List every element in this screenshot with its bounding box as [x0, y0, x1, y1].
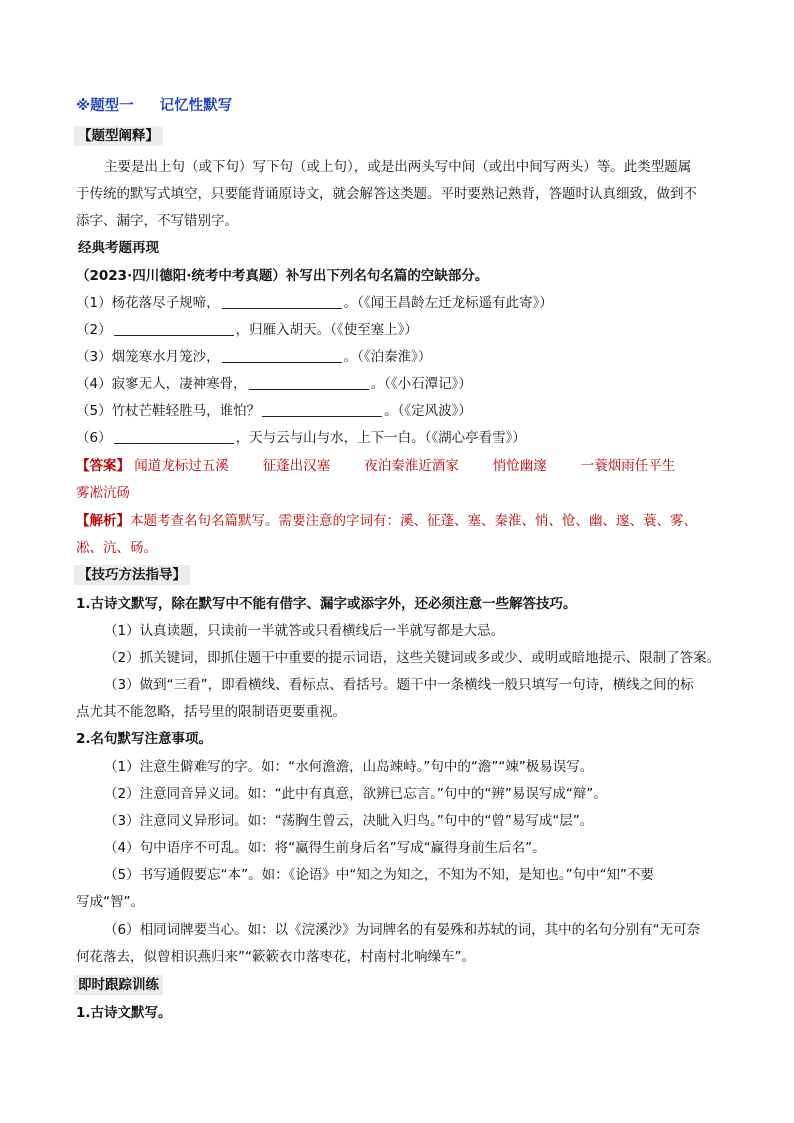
exam-item-3: （3）烟笼寒水月笼沙， 。（《泊秦淮》）: [76, 349, 432, 365]
technique-2-item: （1）注意生僻难写的字。如：“水何澹澹，山岛竦峙。”句中的“澹”“竦”极易误写。: [104, 759, 594, 775]
exam-item-5: （5）竹杖芒鞋轻胜马，谁怕？ 。（《定风波》）: [76, 403, 472, 419]
technique-2-item: （5）书写通假要忘“本”。如：《论语》中“知之为知之，不知为不知，是知也。”句中“知”不要: [104, 867, 655, 883]
technique-2-item: （2）注意同音异义词。如：“此中有真意，欲辨已忘言。”句中的“辨”易误写成“辩”。: [104, 786, 607, 802]
explanation-line-2: 于传统的默写式填空，只要能背诵原诗文，就会解答这类题。平时要熟记熟背，答题时认真细致，做到不: [76, 186, 697, 202]
explanation-line-1: 主要是出上句（或下句）写下句（或上句），或是出两头写中间（或出中间写两头）等。此类型题属: [104, 159, 692, 175]
heading-classic-exam: 经典考题再现: [78, 240, 159, 256]
answer-text: 悄怆幽邃: [492, 458, 547, 474]
exam-item-4: （4）寂寥无人，凄神寒骨， 。（《小石潭记》）: [76, 376, 472, 392]
answer-blank[interactable]: [222, 294, 342, 309]
technique-1-item: （1）认真读题，只读前一半就答或只看横线后一半就写都是大忌。: [104, 623, 505, 639]
answer-last: 雾凇沆砀: [76, 485, 130, 501]
exam-item-2: （2） ，归雁入胡天。（《使至塞上》）: [76, 322, 418, 338]
analysis-text: 本题考查名句名篇默写。需要注意的字词有：溪、征蓬、塞、秦淮、悄、怆、幽、邃、蓑、雾、: [130, 513, 697, 529]
answer-text: 征蓬出汉塞: [262, 458, 331, 474]
answer-row: [76, 456, 709, 476]
analysis-row-2: 凇、沆、砀。: [76, 540, 157, 556]
answer-text: 一蓑烟雨任平生: [580, 458, 676, 474]
answer-label: 【答案】: [76, 458, 130, 474]
answer-blank[interactable]: [222, 348, 342, 363]
answer-blank[interactable]: [249, 375, 369, 390]
analysis-row: [76, 511, 697, 531]
technique-1-item-tail: 点尤其不能忽略，括号里的限制语更要重视。: [76, 704, 346, 720]
technique-2-item: （3）注意同义异形词。如：“荡胸生曾云，决眦入归鸟。”句中的“曾”易写成“层”。: [104, 813, 594, 829]
practice-item-1: 1.古诗文默写。: [76, 1005, 172, 1021]
title-label: 记忆性默写: [159, 98, 233, 114]
answer-text: 闻道龙标过五溪: [134, 458, 229, 474]
heading-techniques: 【技巧方法指导】: [74, 565, 190, 585]
title-prefix: ※题型一: [76, 98, 134, 114]
answer-blank[interactable]: [114, 429, 234, 444]
technique-2-item: （6）相同词牌要当心。如：以《浣溪沙》为词牌名的有晏殊和苏轼的词，其中的名句分别有“无可奈: [104, 922, 701, 938]
exam-item-1: （1）杨花落尽子规啼， 。（《闻王昌龄左迁龙标遥有此寄》）: [76, 295, 553, 311]
exam-item-6: （6） ，天与云与山与水，上下一白。（《湖心亭看雪》）: [76, 430, 526, 446]
heading-practice: 即时跟踪训练: [74, 975, 163, 995]
exam-intro: （2023·四川德阳·统考中考真题）补写出下列名句名篇的空缺部分。: [76, 268, 489, 284]
heading-explanation: 【题型阐释】: [74, 126, 163, 146]
technique-1-item: （3）做到“三看”，即看横线、看标点、看括号。题干中一条横线一般只填写一句诗，横线之间的标: [104, 677, 694, 693]
technique-1-item: （2）抓关键词，即抓住题干中重要的提示词语，这些关键词或多或少、或明或暗地提示、限制了答案。: [104, 650, 721, 666]
answer-text: 夜泊秦淮近酒家: [364, 458, 459, 474]
technique-2-item-tail: 写成“智”。: [76, 894, 144, 910]
explanation-line-3: 添字、漏字，不写错别字。: [76, 213, 238, 229]
technique-2-item-tail: 何花落去，似曾相识燕归来”“簌簌衣巾落枣花，村南村北响缲车”。: [76, 949, 475, 965]
analysis-label: 【解析】: [76, 513, 130, 529]
technique-2-item: （4）句中语序不可乱。如：将“赢得生前身后名”写成“赢得身前生后名”。: [104, 840, 546, 856]
technique-1-title: 1.古诗文默写，除在默写中不能有借字、漏字或添字外，还必须注意一些解答技巧。: [76, 596, 577, 612]
section-title: [76, 96, 232, 116]
answer-blank[interactable]: [114, 321, 234, 336]
answer-blank[interactable]: [262, 402, 382, 417]
technique-2-title: 2.名句默写注意事项。: [76, 731, 213, 747]
